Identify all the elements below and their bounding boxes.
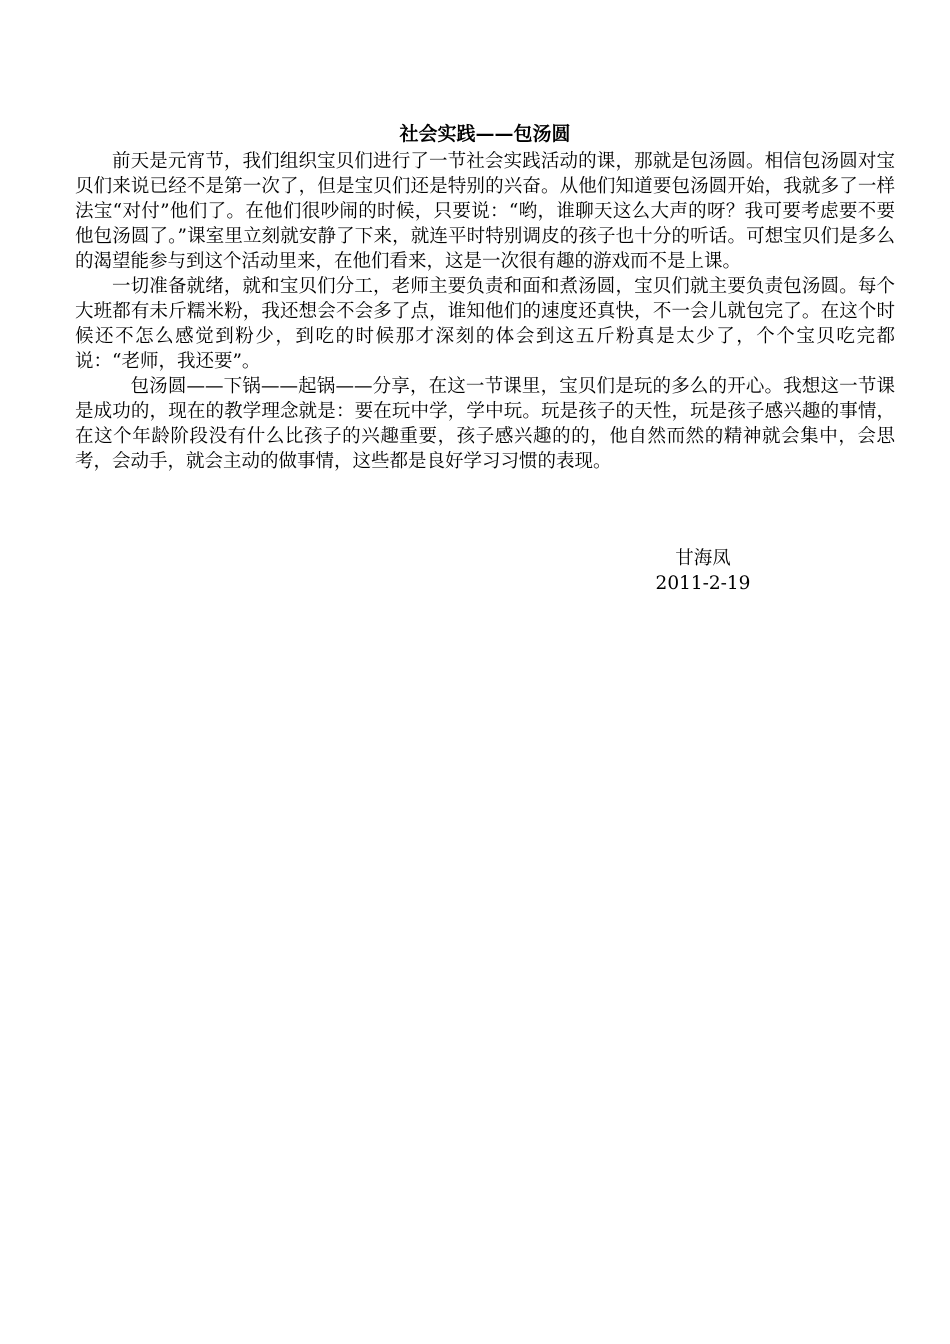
document-title: 社会实践——包汤圆 [399,123,571,145]
paragraph-1: 前天是元宵节，我们组织宝贝们进行了一节社会实践活动的课，那就是包汤圆。相信包汤圆对宝贝们来说已经不是第一次了，但是宝贝们还是特别的兴奋。从他们知道要包汤圆开始，我就多了一样法宝“对付”他们了。在他们很吵闹的时候，只要说：“哟，谁聊天这么大声的呀？我可要考虑要不要他包汤圆了。”课室里立刻就安静了下来，就连平时特别调皮的孩子也十分的听话。可想宝贝们是多么的渴望能参与到这个活动里来，在他们看来，这是一次很有趣的游戏而不是上课。 [75,151,895,272]
author-name: 甘海凤 [675,548,731,569]
document-page [75,122,895,594]
paragraph-2: 一切准备就绪，就和宝贝们分工，老师主要负责和面和煮汤圆，宝贝们就主要负责包汤圆。每个大班都有未斤糯米粉，我还想会不会多了点，谁知他们的速度还真快，不一会儿就包完了。在这个时候还不怎么感觉到粉少，到吃的时候那才深刻的体会到这五斤粉真是太少了，个个宝贝吃完都说：“老师，我还要”。 [75,276,895,372]
paragraph-3: 包汤圆——下锅——起锅——分享，在这一节课里，宝贝们是玩的多么的开心。我想这一节课是成功的，现在的教学理念就是：要在玩中学，学中玩。玩是孩子的天性，玩是孩子感兴趣的事情，在这个年龄阶段没有什么比孩子的兴趣重要，孩子感兴趣的的，他自然而然的精神就会集中，会思考，会动手，就会主动的做事情，这些都是良好学习习惯的表现。 [75,376,895,472]
signature-block [75,546,895,596]
document-date: 2011-2-19 [655,573,751,594]
